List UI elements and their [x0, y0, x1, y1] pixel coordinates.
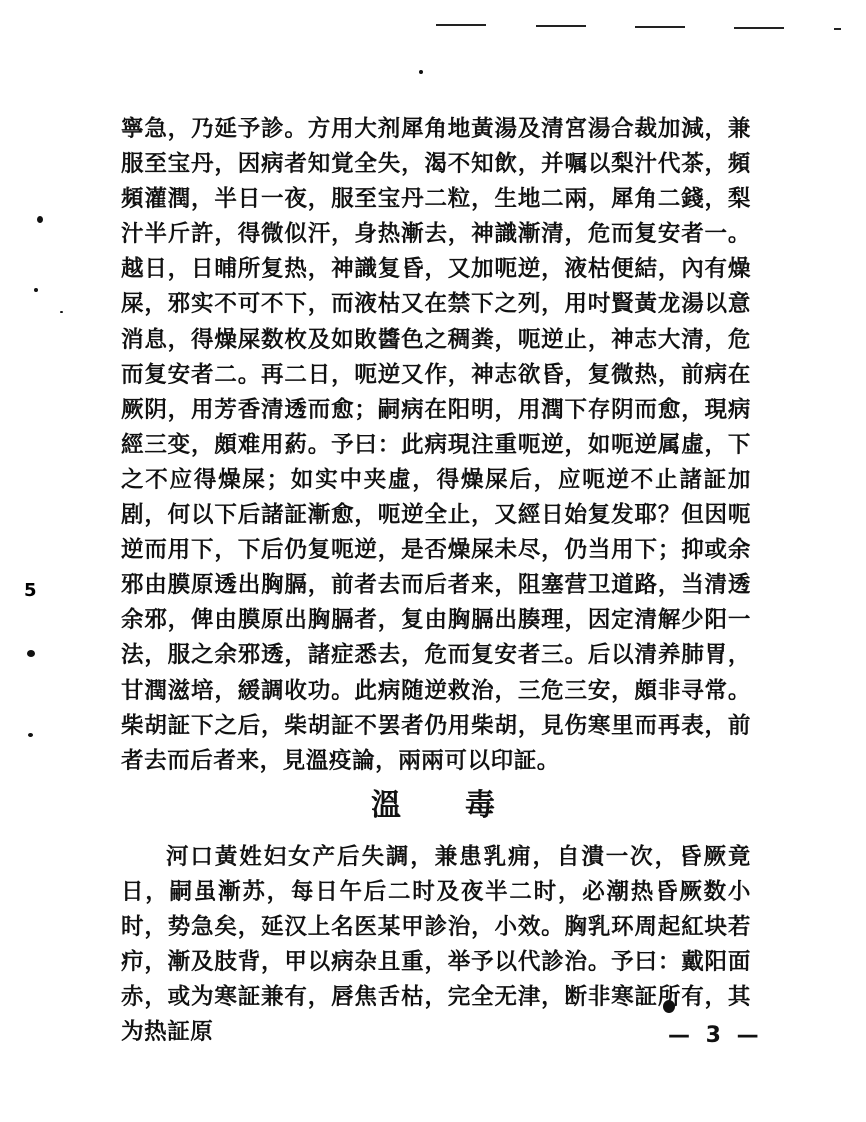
header-rule	[834, 28, 841, 30]
page-number: — 3 —	[668, 1023, 763, 1048]
paragraph-case-continuation: 寧急，乃延予診。方用大剂犀角地黃湯及清宮湯合裁加減，兼服至宝丹，因病者知覚全失，渴不知飲，并嘱以梨汁代茶，頻頻灌潤，半日一夜，服至宝丹二粒，生地二兩，犀角二錢，梨汁半斤許，得微似汗，身热漸去，神識漸清，危而复安者一。越日，日晡所复热，神識复昏，又加呃逆，液枯便結，內有燥屎，邪实不可不下，而液枯又在禁下之列，用吋賢黃龙湯以意消息，得燥屎数枚及如敗醬色之稠粪，呃逆止，神志大清，危而复安者二。再二日，呃逆又作，神志欲昏，复微热，前病在厥阴，用芳香清透而愈；嗣病在阳明，用潤下存阴而愈，現病經三变，頗难用葯。予曰：此病現注重呃逆，如呃逆属虛，下之不应得燥屎；如实中夹虛，得燥屎后，应呃逆不止諸証加剧，何以下后諸証漸愈，呃逆全止，又經日始复发耶？但因呃逆而用下，下后仍复呃逆，是否燥屎未尽，仍当用下；抑或余邪由膜原透出胸膈，前者去而后者来，阻塞营卫道路，当清透余邪，俾由膜原出胸膈者，复由胸膈出腠理，因定清解少阳一法，服之余邪透，諸症悉去，危而复安者三。后以清养肺胃，甘潤滋培，緩調收功。此病随逆救治，三危三安，頗非寻常。柴胡証下之后，柴胡証不罢者仍用柴胡，見伤寒里而再表，前者去而后者来，見溫疫論，兩兩可以印証。	[121, 116, 751, 774]
header-rule	[536, 25, 586, 27]
section-title: 溫毒	[371, 788, 559, 823]
header-rule	[436, 24, 486, 26]
document-body	[121, 112, 751, 779]
scan-speck	[60, 311, 63, 313]
scan-speck	[34, 288, 38, 292]
scan-speck	[27, 650, 35, 657]
scan-speck	[37, 216, 43, 223]
scan-speck	[419, 70, 423, 74]
document-body-section-2	[121, 840, 751, 1051]
header-rule	[734, 27, 784, 29]
margin-digit-mark: 5	[24, 580, 37, 601]
header-rule	[635, 26, 685, 28]
scan-speck	[28, 733, 33, 737]
paragraph-warm-toxin-case: 河口黃姓妇女产后失調，兼患乳痈，自潰一次，昏厥竟日，嗣虽漸苏，每日午后二时及夜半二时，必潮热昏厥数小时，势急矣，延汉上名医某甲診治，小效。胸乳环周起紅块若疖，漸及肢背，甲以病杂且重，举予以代診治。予曰：戴阳面赤，或为寒証兼有，唇焦舌枯，完全无津，断非寒証所有，其为热証原	[121, 844, 751, 1046]
